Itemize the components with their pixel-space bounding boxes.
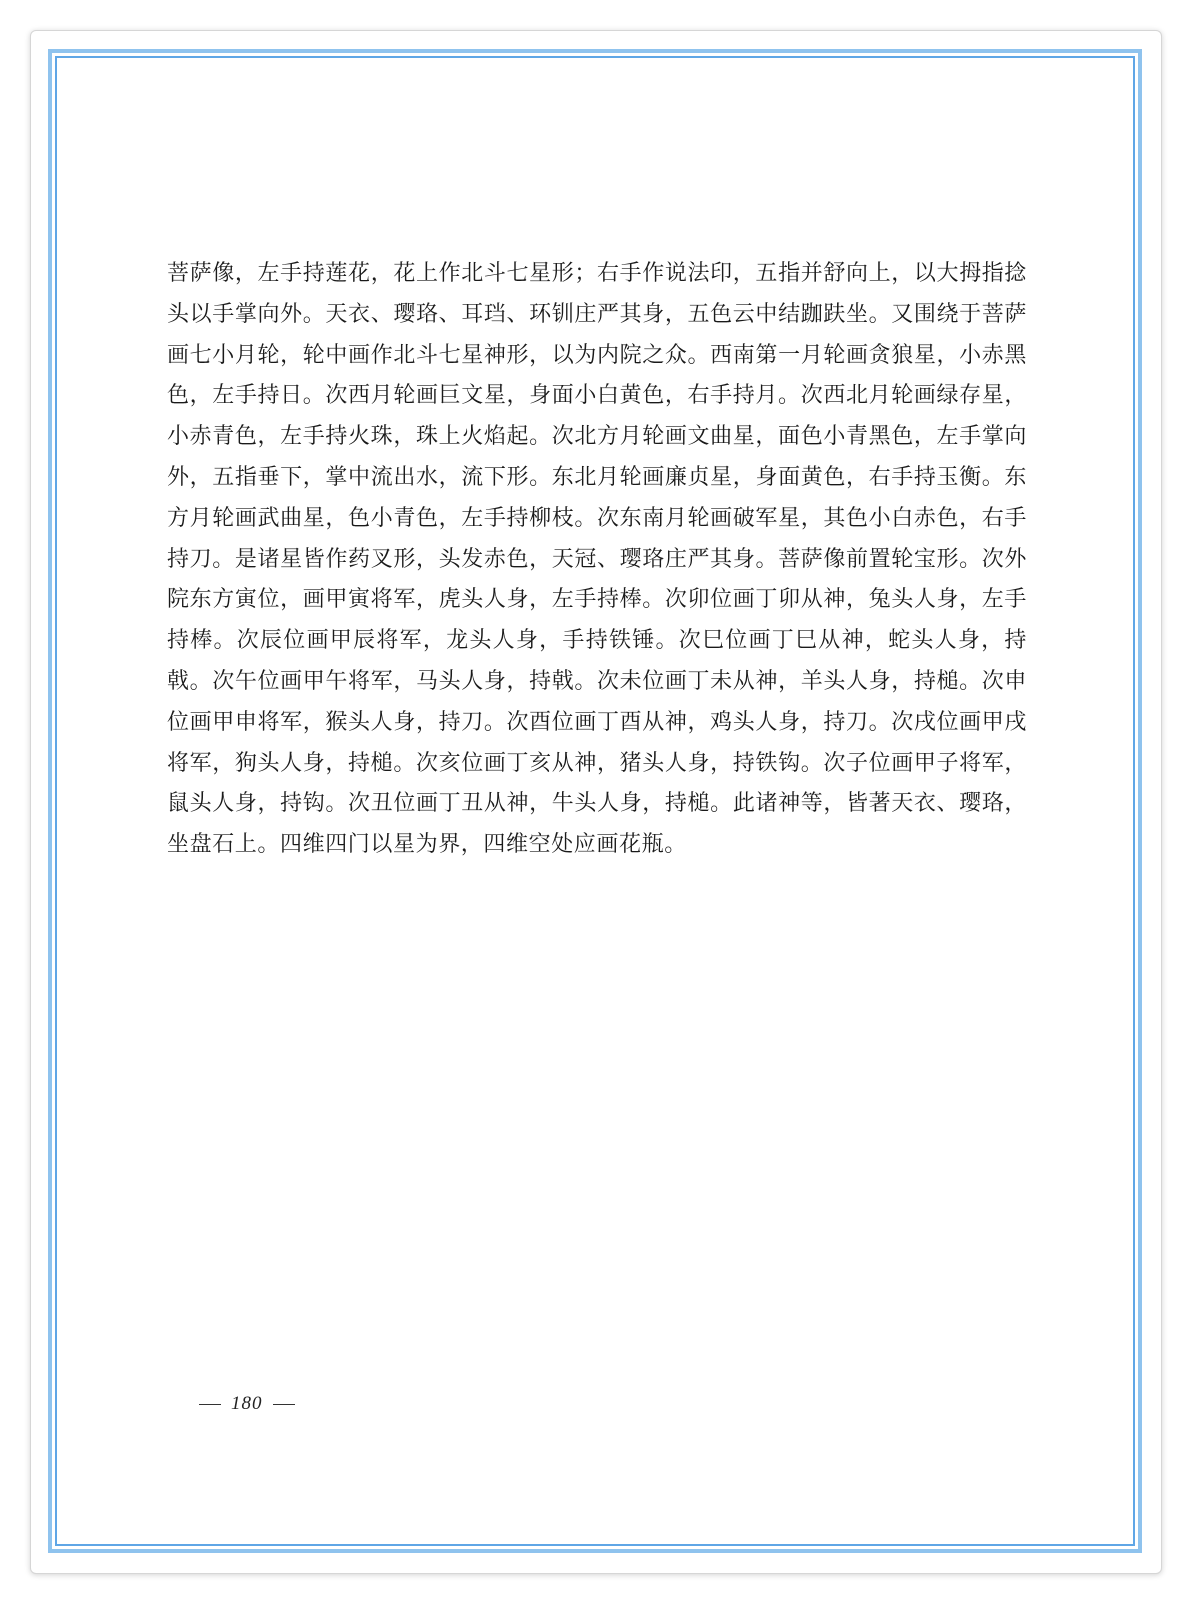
text-line-8: 画破军星，其色小白赤色，右手持刀。是诸星皆作药叉形，头发赤色，天冠、璎珞 xyxy=(167,505,1027,572)
document-inner-frame xyxy=(55,56,1135,1546)
text-line-6: 色小青黑色，左手掌向外，五指垂下，掌中流出水，流下形。东北月轮画廉贞星， xyxy=(167,424,1027,490)
page-number-value: 180 xyxy=(231,1393,263,1414)
text-line-2: 指捻头以手掌向外。天衣、璎珞、耳珰、环钏庄严其身，五色云中结跏趺坐。又围 xyxy=(167,261,1027,327)
text-line-3: 绕于菩萨画七小月轮，轮中画作北斗七星神形，以为内院之众。西南第一月轮画贪 xyxy=(167,301,1027,368)
text-line-4: 狼星，小赤黑色，左手持日。次西月轮画巨文星，身面小白黄色，右手持月。次西 xyxy=(167,342,1027,409)
text-line-14: 位画丁亥从神，猪头人身，持铁钩。次子位画甲子将军，鼠头人身，持钩。次丑位 xyxy=(167,750,1027,817)
text-line-5: 北月轮画绿存星，小赤青色，左手持火珠，珠上火焰起。次北方月轮画文曲星，面 xyxy=(167,383,1027,450)
text-line-11: 持铁锤。次巳位画丁巳从神，蛇头人身，持戟。次午位画甲午将军，马头人身，持 xyxy=(167,628,1027,694)
text-line-9: 庄严其身。菩萨像前置轮宝形。次外院东方寅位，画甲寅将军，虎头人身，左手持 xyxy=(167,546,1028,613)
dash-right xyxy=(273,1404,295,1405)
text-line-1: 菩萨像，左手持莲花，花上作北斗七星形；右手作说法印，五指并舒向上，以大拇 xyxy=(167,261,982,286)
dash-left xyxy=(199,1404,221,1405)
text-line-10: 棒。次卯位画丁卯从神，兔头人身，左手持棒。次辰位画甲辰将军，龙头人身，手 xyxy=(167,587,1027,654)
text-line-16: 以星为界，四维空处应画花瓶。 xyxy=(370,832,687,858)
body-text xyxy=(167,254,1027,866)
page-number xyxy=(189,1393,305,1415)
text-line-12: 戟。次未位画丁未从神，羊头人身，持槌。次申位画甲申将军，猴头人身，持刀。 xyxy=(167,668,1027,735)
document-frame xyxy=(48,49,1142,1553)
scanned-page xyxy=(57,58,1133,1544)
text-line-15: 画丁丑从神，牛头人身，持槌。此诸神等，皆著天衣、璎珞，坐盘石上。四维四门 xyxy=(167,791,1028,858)
text-line-13: 次酉位画丁酉从神，鸡头人身，持刀。次戌位画甲戌将军，狗头人身，持槌。次亥 xyxy=(167,709,1027,776)
text-line-7: 身面黄色，右手持玉衡。东方月轮画武曲星，色小青色，左手持柳枝。次东南月轮 xyxy=(167,464,1027,531)
